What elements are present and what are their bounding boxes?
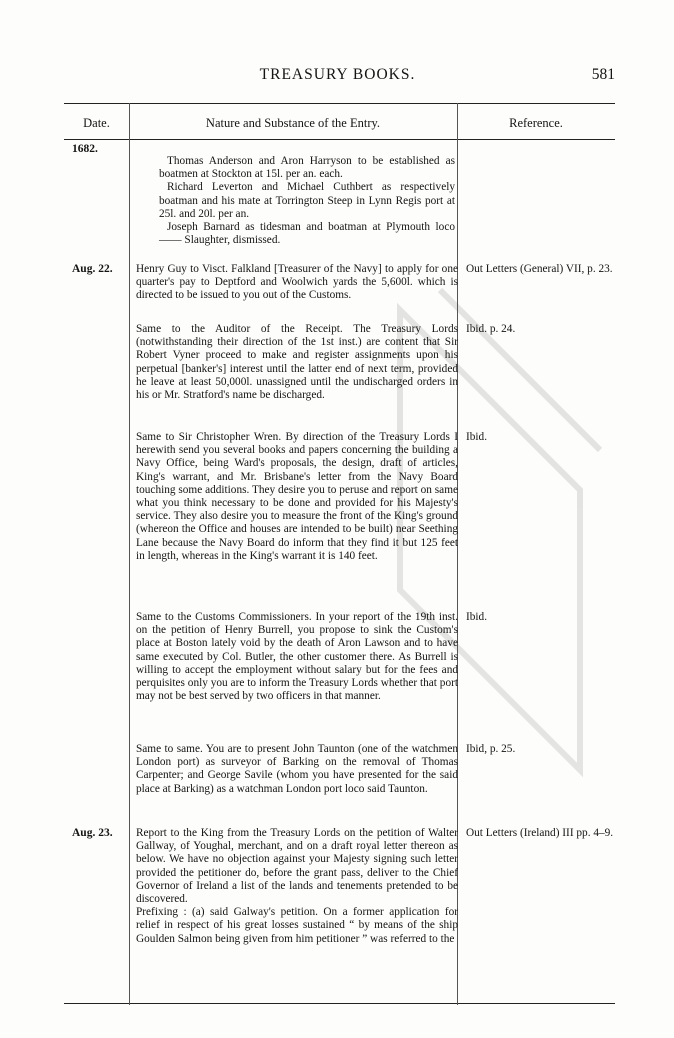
page-number: 581	[591, 66, 615, 83]
table-bottom-rule	[64, 1003, 615, 1004]
entry-text	[136, 827, 458, 946]
entry-reference: Ibid.	[466, 431, 488, 443]
col-header-date: Date.	[83, 116, 110, 130]
col-header-nature: Nature and Substance of the Entry.	[205, 116, 381, 130]
col-header-reference: Reference.	[509, 116, 563, 130]
entry-reference: Ibid. p. 24.	[466, 323, 516, 335]
entry-paragraph: Joseph Barnard as tidesman and boatman at Plymouth loco —— Slaughter, dismissed.	[159, 221, 455, 247]
entry-reference: Ibid, p. 25.	[466, 743, 516, 755]
entry-reference: Out Letters (General) VII, p. 23.	[466, 263, 613, 275]
entry-date: Aug. 22.	[72, 263, 113, 275]
entry-paragraph: Thomas Anderson and Aron Harryson to be established as boatmen at Stockton at 15l. per an. each.	[159, 155, 455, 181]
column-divider-date	[129, 103, 130, 1005]
header-rule	[64, 139, 615, 140]
entry-paragraph: Prefixing : (a) said Galway's petition. On a former application for relief in respect of his great losses sustained “ by means of the ship Goulden Salmon being given from him petitioner ” was referred to the	[136, 906, 458, 945]
entries-table	[64, 103, 615, 1005]
entry-paragraph: Report to the King from the Treasury Lords on the petition of Walter Gallway, of Youghal, merchant, and on a draft royal letter thereon as below. We have no objection against your Majesty signing such letter provided the petitioner do, before the grant pass, deliver to the Chief Governor of Ireland a list of the lands and tenements pretended to be discovered.	[136, 827, 458, 906]
entry-text: Same to the Auditor of the Receipt. The Treasury Lords (notwithstanding their direction of the 1st inst.) are content that Sir Robert Vyner proceed to make and register assignments upon his perpetual [banker's] interest until the latter end of next term, provided he leave at least 50,000l. unassigned until the undischarged orders in his or Mr. Stratford's name be discharged.	[136, 323, 458, 402]
entry-text: Same to Sir Christopher Wren. By direction of the Treasury Lords I herewith send you several books and papers concerning the building a Navy Office, being Ward's proposals, the design, draft of articles, King's warrant, and Mr. Brisbane's letter from the Navy Board touching some additions. They desire you to peruse and report on same what you think necessary to be done and provided for his Majesty's service. They also desire you to measure the front of the King's ground (whereon the Office and houses are intended to be built) near Seething Lane because the Navy Board do inform that they find it but 125 feet in length, whereas in the King's warrant it is 140 feet.	[136, 431, 458, 562]
entry-text	[159, 155, 455, 247]
entry-text: Same to the Customs Commissioners. In your report of the 19th inst. on the petition of Henry Burrell, you propose to sink the Custom's place at Boston lately void by the death of Aron Lawson and to have same executed by Col. Butler, the other customer there. As Burrell is willing to accept the employment without salary but for the fees and perquisites only you are to inform the Treasury Lords whether that port may not be best served by two officers in that manner.	[136, 611, 458, 703]
entry-date: Aug. 23.	[72, 827, 113, 839]
entry-text: Henry Guy to Visct. Falkland [Treasurer of the Navy] to apply for one quarter's pay to Deptford and Woolwich yards the 5,600l. which is directed to be issued to you out of the Customs.	[136, 263, 458, 302]
entry-reference: Ibid.	[466, 611, 488, 623]
entry-reference: Out Letters (Ireland) III pp. 4–9.	[466, 827, 614, 839]
entry-text: Same to same. You are to present John Taunton (one of the watchmen London port) as surveyor of Barking on the removal of Thomas Carpenter; and George Savile (whom you have presented for the said place at Barking) as a watchman London port loco said Taunton.	[136, 743, 458, 795]
page-header	[60, 66, 615, 88]
running-title: TREASURY BOOKS.	[259, 66, 416, 83]
entry-paragraph: Richard Leverton and Michael Cuthbert as respectively boatman and his mate at Torrington Steep in Lynn Regis port at 25l. and 20l. per an.	[159, 181, 455, 220]
table-top-rule	[64, 103, 615, 104]
entry-date: 1682.	[72, 143, 98, 155]
